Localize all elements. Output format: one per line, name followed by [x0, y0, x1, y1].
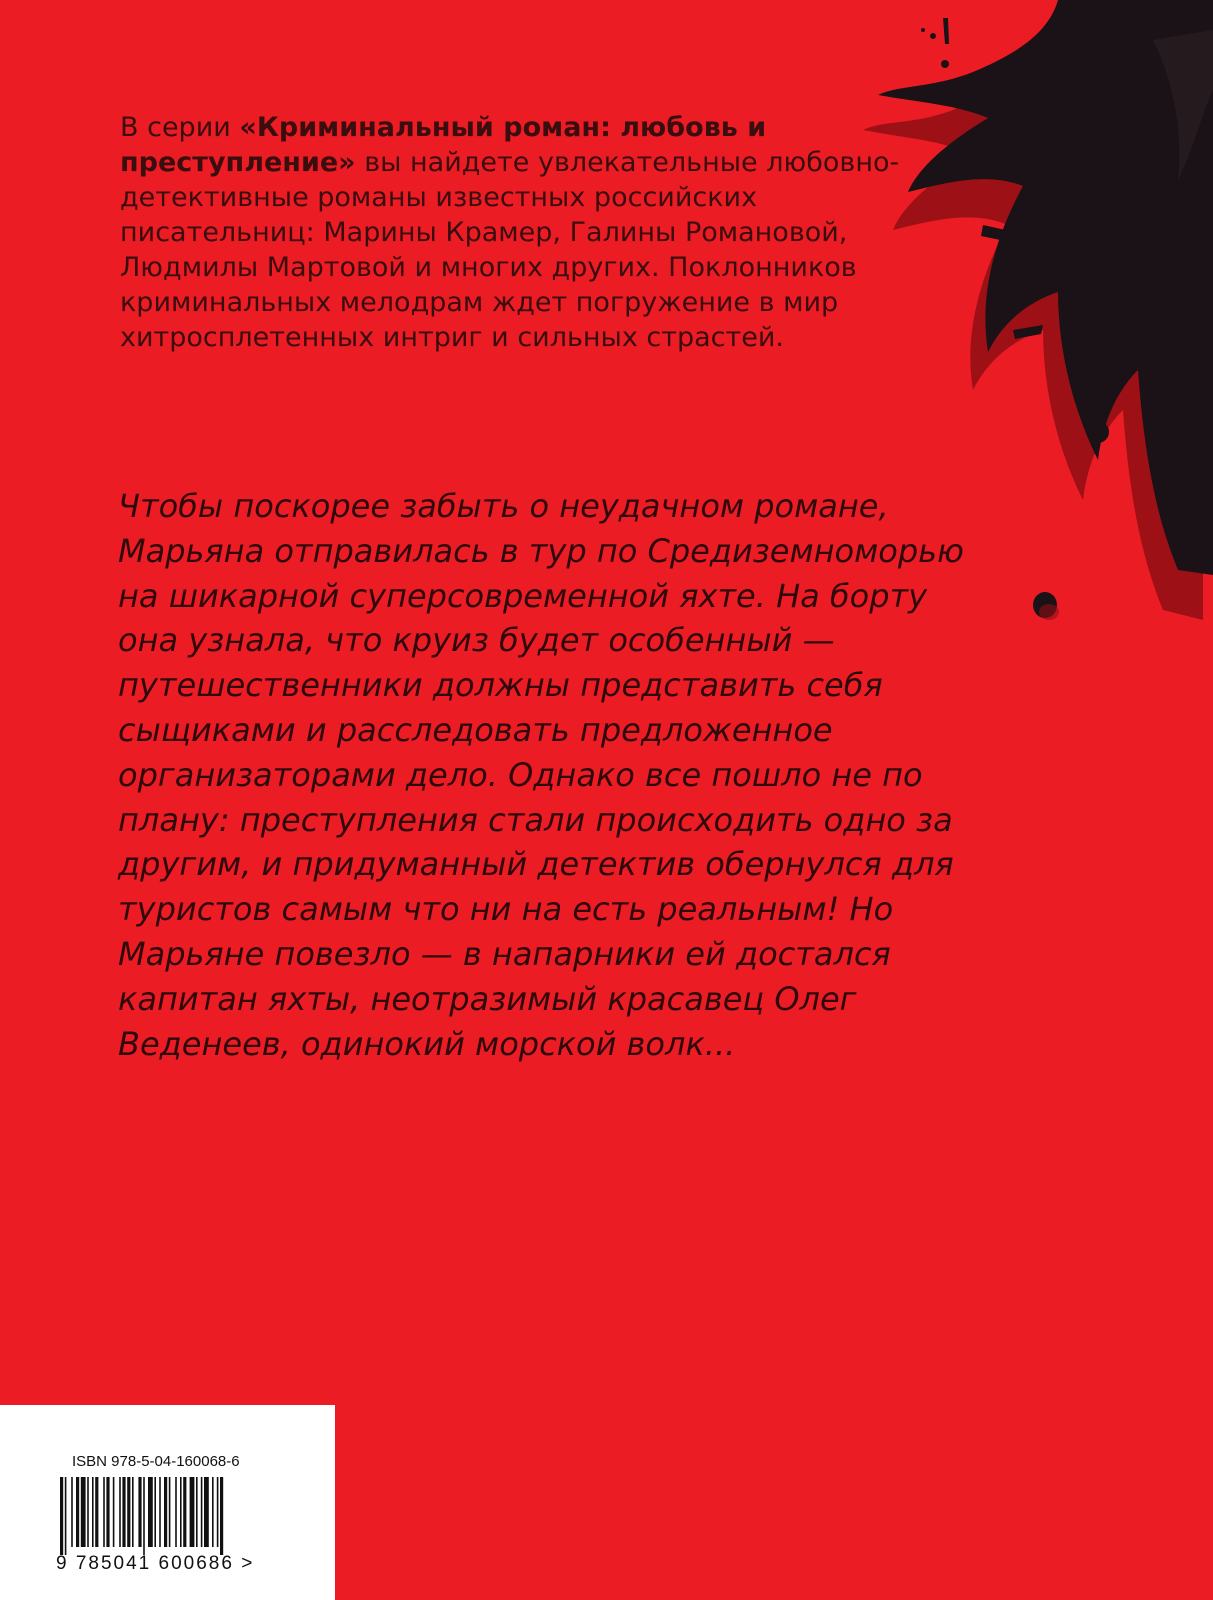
barcode-bar	[204, 1477, 209, 1547]
barcode-bar	[138, 1477, 141, 1547]
barcode-bar	[212, 1477, 214, 1547]
barcode-image	[52, 1477, 292, 1557]
barcode-bar	[143, 1477, 145, 1555]
barcode-bar	[154, 1477, 156, 1547]
series-name: «Криминальный роман: любовь и преступление»	[120, 112, 767, 178]
barcode-bar	[196, 1477, 198, 1547]
barcode-bar	[71, 1477, 73, 1547]
barcode-bar	[217, 1477, 219, 1547]
barcode-bar	[127, 1477, 130, 1547]
barcode-bar	[76, 1477, 79, 1547]
barcode-bar	[92, 1477, 94, 1547]
barcode-bar	[190, 1477, 195, 1547]
barcode-bar	[183, 1477, 186, 1547]
barcode-bar	[132, 1477, 134, 1547]
barcode-bar	[148, 1477, 153, 1547]
isbn-label: ISBN 978-5-04-160068-6	[72, 1453, 240, 1470]
barcode-bar	[113, 1477, 115, 1547]
barcode-bar	[119, 1477, 121, 1547]
barcode-bar	[159, 1477, 161, 1547]
barcode-bar	[201, 1477, 203, 1547]
barcode-bar	[175, 1477, 177, 1547]
barcode-panel	[0, 1405, 335, 1600]
barcode-bar	[122, 1477, 125, 1547]
book-annotation: Чтобы поскорее забыть о неудачном романе, Марьяна отправилась в тур по Средиземноморью на шикарной суперсовременной яхте. На борту она узнала, что круиз будет особенный — путешественники должны представить себя сыщиками и расследовать предложенное организаторами дело. Однако все пошло не по плану: преступления стали происходить одно за другим, и придуманный детектив обернулся для туристов самым что ни на есть реальным! Но Марьяне повезло — в напарники ей достался капитан яхты, неотразимый красавец Олег Веденеев, одинокий морской волк...	[118, 487, 964, 1063]
barcode-bar	[60, 1477, 63, 1555]
barcode-bar	[169, 1477, 171, 1547]
barcode-bar	[180, 1477, 182, 1547]
barcode-bar	[103, 1477, 105, 1547]
barcode-bar	[65, 1477, 67, 1555]
barcode-bar	[95, 1477, 98, 1547]
barcode-bar	[81, 1477, 86, 1547]
series-prefix: В серии	[120, 112, 240, 143]
series-description	[120, 110, 920, 355]
barcode-digits: 9 785041 600686 >	[56, 1553, 255, 1574]
series-text: вы найдете увлекательные любовно-детективные романы известных российских писательниц: Марины Крамер, Галины Романовой, Людмилы Мартовой и многих других. Поклонников криминальных мелодрам ждет погружение в мир хитросплетенных интриг и сильных страстей.	[120, 147, 900, 353]
barcode-bar	[87, 1477, 89, 1547]
barcode-bar	[106, 1477, 109, 1547]
barcode-bar	[220, 1477, 223, 1555]
barcode-bar	[164, 1477, 167, 1547]
